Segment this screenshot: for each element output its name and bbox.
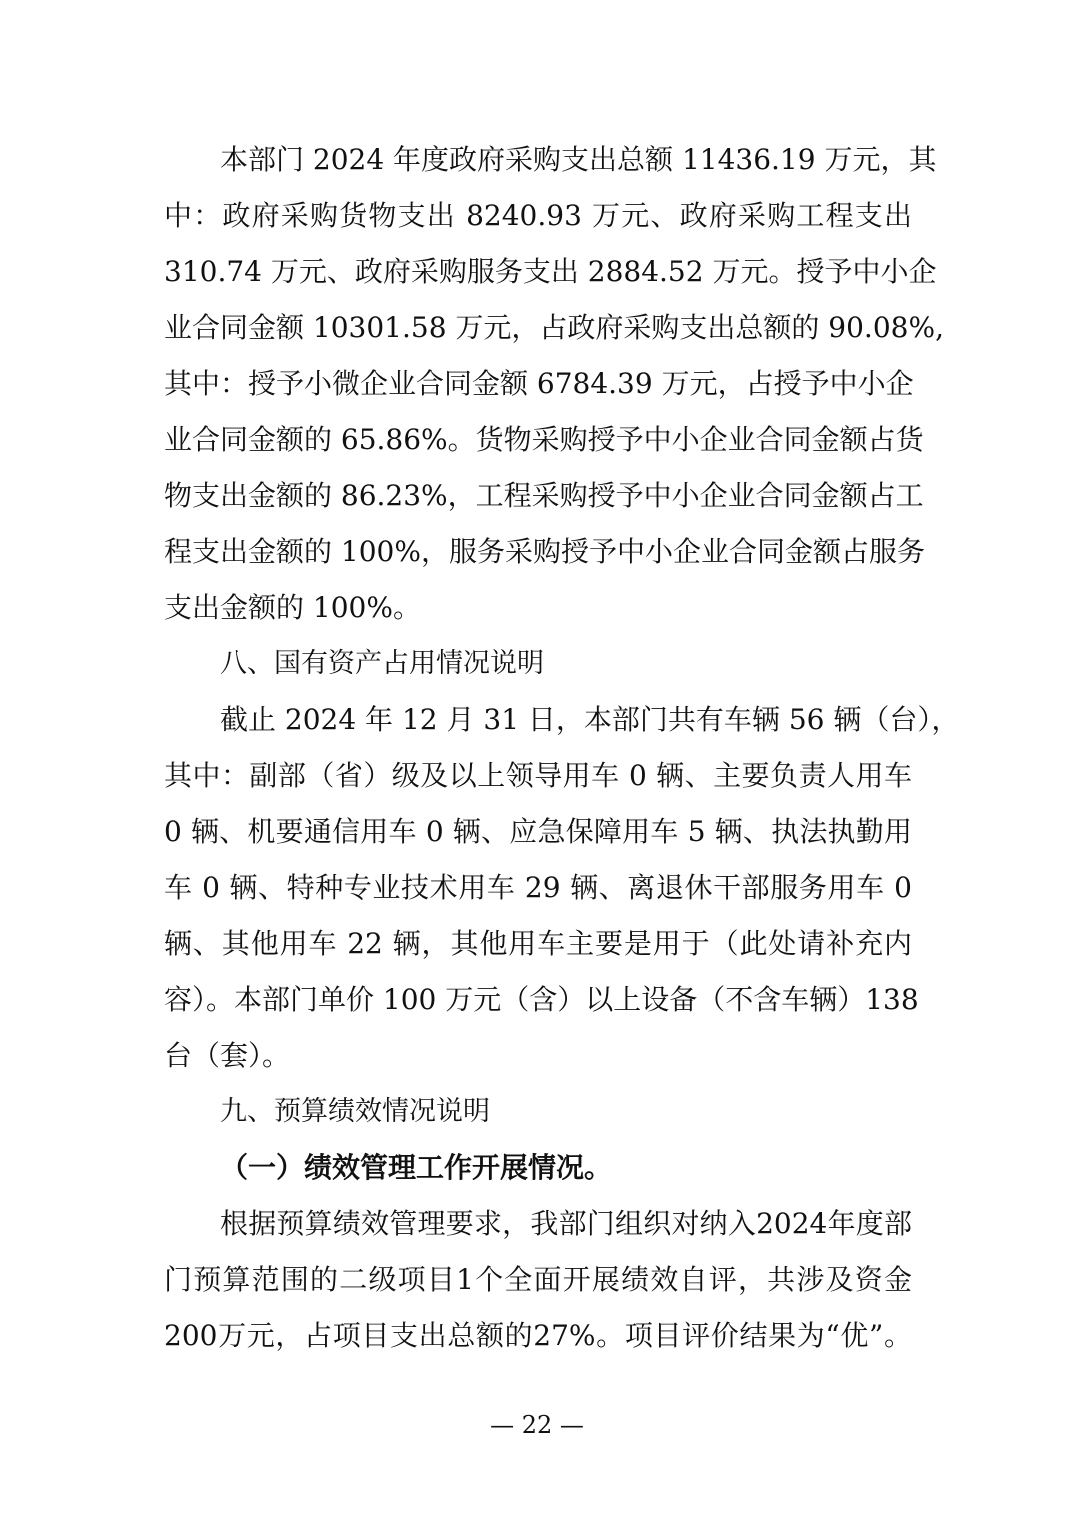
text-line: 本部门 2024 年度政府采购支出总额 11436.19 万元，其 bbox=[220, 143, 937, 176]
text-line: 门预算范围的二级项目1个全面开展绩效自评，共涉及资金 bbox=[164, 1263, 912, 1296]
procurement-paragraph bbox=[164, 132, 944, 636]
text-line: 台（套）。 bbox=[164, 1039, 291, 1072]
text-line: 程支出金额的 100%，服务采购授予中小企业合同金额占服务 bbox=[164, 535, 925, 568]
page-number: — 22 — bbox=[490, 1411, 584, 1439]
text-line: 0 辆、机要通信用车 0 辆、应急保障用车 5 辆、执法执勤用 bbox=[164, 815, 912, 848]
document-body bbox=[164, 132, 960, 1364]
text-line: 根据预算绩效管理要求，我部门组织对纳入2024年度部 bbox=[220, 1207, 912, 1240]
subheading-performance-management: （一）绩效管理工作开展情况。 bbox=[220, 1151, 613, 1184]
performance-paragraph bbox=[164, 1196, 912, 1364]
assets-paragraph bbox=[164, 692, 960, 1084]
text-line: 中：政府采购货物支出 8240.93 万元、政府采购工程支出 bbox=[164, 199, 912, 232]
text-line: 其中：副部（省）级及以上领导用车 0 辆、主要负责人用车 bbox=[164, 759, 912, 792]
text-line: 物支出金额的 86.23%，工程采购授予中小企业合同金额占工 bbox=[164, 479, 924, 512]
text-line: 辆、其他用车 22 辆，其他用车主要是用于（此处请补充内 bbox=[164, 927, 912, 960]
section-heading-performance: 九、预算绩效情况说明 bbox=[220, 1096, 490, 1127]
text-line: 310.74 万元、政府采购服务支出 2884.52 万元。授予中小企 bbox=[164, 255, 937, 288]
text-line: 200万元，占项目支出总额的27%。项目评价结果为“优”。 bbox=[164, 1319, 912, 1352]
section-heading-assets: 八、国有资产占用情况说明 bbox=[220, 648, 544, 679]
text-line: 容）。本部门单价 100 万元（含）以上设备（不含车辆）138 bbox=[164, 983, 919, 1016]
text-line: 其中：授予小微企业合同金额 6784.39 万元，占授予中小企 bbox=[164, 367, 914, 400]
text-line: 截止 2024 年 12 月 31 日，本部门共有车辆 56 辆（台）， bbox=[220, 703, 960, 736]
text-line: 业合同金额的 65.86%。货物采购授予中小企业合同金额占货 bbox=[164, 423, 924, 456]
text-line: 业合同金额 10301.58 万元，占政府采购支出总额的 90.08%, bbox=[164, 311, 944, 344]
text-line: 车 0 辆、特种专业技术用车 29 辆、离退休干部服务用车 0 bbox=[164, 871, 912, 904]
text-line: 支出金额的 100%。 bbox=[164, 591, 421, 624]
